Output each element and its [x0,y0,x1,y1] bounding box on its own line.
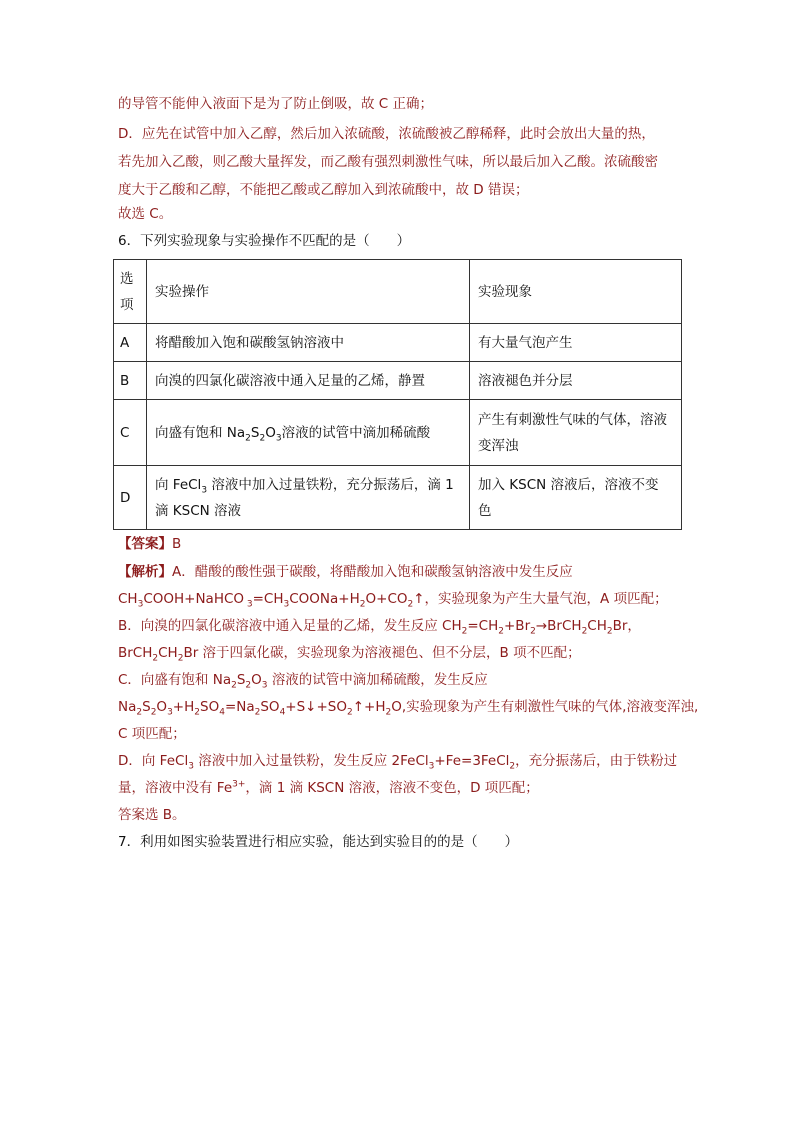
row-option: B [114,362,147,400]
row-phenomenon: 溶液褪色并分层 [470,362,682,400]
row-operation-line-2: 滴 KSCN 溶液 [155,502,242,519]
header-option-line-2: 项 [120,296,134,313]
analysis-d-text: D．向 FeCl [118,753,189,769]
row-operation [147,466,470,530]
row-operation-line-1: 向 FeCl$_3$ 溶液中加入过量铁粉，充分振荡后，滴 1 [155,476,454,496]
q7-stem: 7．利用如图实验装置进行相应实验，能达到实验目的的是（ ） [118,834,519,850]
analysis-d-tail: ，充分振荡后，由于铁粉过 [515,753,678,769]
analysis-a-text: A．醋酸的酸性强于碳酸，将醋酸加入饱和碳酸氢钠溶液中发生反应 [172,564,573,580]
table-row [114,400,682,466]
row-operation-text-tail: 溶液的试管中滴加稀硫酸 [281,424,431,441]
row-option: C [114,400,147,466]
analysis-conclusion: 答案选 B。 [118,807,186,823]
analysis-line-b1: B．向溴的四氯化碳溶液中通入足量的乙烯，发生反应 $CH_2=CH_2+Br_2\to BrCH_2CH_2Br$， [118,618,641,637]
analysis-a-tail: ↑，实验现象为产生大量气泡，A 项匹配； [413,591,668,607]
prev-explanation-line-1: 的导管不能伸入液面下是为了防止倒吸，故 C 正确； [118,96,434,112]
analysis-d-line-2-tail: ，滴 1 滴 KSCN 溶液，溶液不变色，D 项匹配； [245,780,539,796]
table-row [114,324,682,362]
row-operation: 将醋酸加入饱和碳酸氢钠溶液中 [147,324,470,362]
analysis-line-c2: $Na_2S_2O_3+H_2SO_4=Na_2SO_4+S↓+SO_2↑+H_2O$,实验现象为产生有刺激性气味的气体,溶液变浑浊, [118,699,699,718]
table-row [114,362,682,400]
row-operation: 向溴的四氯化碳溶液中通入足量的乙烯，静置 [147,362,470,400]
row-phenomenon: 有大量气泡产生 [470,324,682,362]
analysis-line-a2: $CH_3COOH+NaHCO$ $_3=CH_3COONa+H_2O+CO_2↑$，实验现象为产生大量气泡，A 项匹配； [118,591,668,610]
analysis-c-line-2: O,实验现象为产生有刺激性气味的气体,溶液变浑浊, [391,699,699,715]
prev-explanation-line-5: 故选 C。 [118,206,173,222]
row-operation-text: 向盛有饱和 Na [155,424,246,441]
analysis-line-d1: D．向 FeCl$_3$ 溶液中加入过量铁粉，发生反应 2FeCl$_3$+Fe=3FeCl$_2$，充分振荡后，由于铁粉过 [118,753,678,772]
analysis-d-mid: 溶液中加入过量铁粉，发生反应 2FeCl [198,753,429,769]
analysis-d-line-2: 量，溶液中没有 Fe [118,780,233,796]
row-phenomenon-line-2: 变浑浊 [478,437,519,454]
answer-value: B [172,536,182,552]
table-header-row [114,260,682,324]
q6-stem: 6．下列实验现象与实验操作不匹配的是（ ） [118,233,411,249]
row-phenomenon-line-1: 加入 KSCN 溶液后，溶液不变 [478,476,659,493]
table-row [114,466,682,530]
analysis-line-b2: $BrCH_2CH_2Br$ 溶于四氯化碳，实验现象为溶液褪色、但不分层，B 项不匹配； [118,645,581,664]
analysis-label: 【解析】 [118,564,172,580]
prev-explanation-line-3: 若先加入乙酸，则乙酸大量挥发，而乙酸有强烈刺激性气味，所以最后加入乙酸。浓硫酸密 [118,154,658,170]
analysis-line-a1 [118,563,573,581]
analysis-line-c1: C．向盛有饱和 $Na_2S_2O_3$ 溶液的试管中滴加稀硫酸，发生反应 [118,672,488,691]
analysis-line-d2: 量，溶液中没有 $Fe^{3+}$，滴 1 滴 KSCN 溶液，溶液不变色，D 项匹配； [118,779,539,796]
header-phenomenon: 实验现象 [470,260,682,324]
row-option: D [114,466,147,530]
analysis-b-tail: Br， [612,618,641,634]
analysis-c-tail: 溶液的试管中滴加稀硫酸，发生反应 [271,672,488,688]
header-option-line-1: 选 [120,270,134,287]
prev-explanation-line-2: D．应先在试管中加入乙醇，然后加入浓硫酸，浓硫酸被乙醇稀释，此时会放出大量的热， [118,126,655,142]
row-option: A [114,324,147,362]
row-phenomenon [470,466,682,530]
analysis-b-text: B．向溴的四氯化碳溶液中通入足量的乙烯，发生反应 CH [118,618,462,634]
row-operation: 向盛有饱和 $Na_2S_2O_3$溶液的试管中滴加稀硫酸 [147,400,470,466]
header-operation: 实验操作 [147,260,470,324]
prev-explanation-line-4: 度大于乙酸和乙醇，不能把乙酸或乙醇加入到浓硫酸中，故 D 错误； [118,182,529,198]
row-phenomenon-line-1: 产生有刺激性气味的气体，溶液 [478,411,667,428]
answer-label: 【答案】 [118,536,172,552]
header-option [114,260,147,324]
row-operation-text-tail: 溶液中加入过量铁粉，充分振荡后，滴 1 [211,476,454,493]
analysis-line-c3: C 项匹配； [118,726,186,742]
analysis-b-line-2: Br 溶于四氯化碳，实验现象为溶液褪色、但不分层，B 项不匹配； [183,645,581,661]
analysis-c-text: C．向盛有饱和 Na [118,672,232,688]
q6-answer [118,535,181,553]
row-phenomenon [470,400,682,466]
row-phenomenon-line-2: 色 [478,502,492,519]
row-operation-text: 向 FeCl [155,476,202,493]
q6-table [113,259,682,530]
